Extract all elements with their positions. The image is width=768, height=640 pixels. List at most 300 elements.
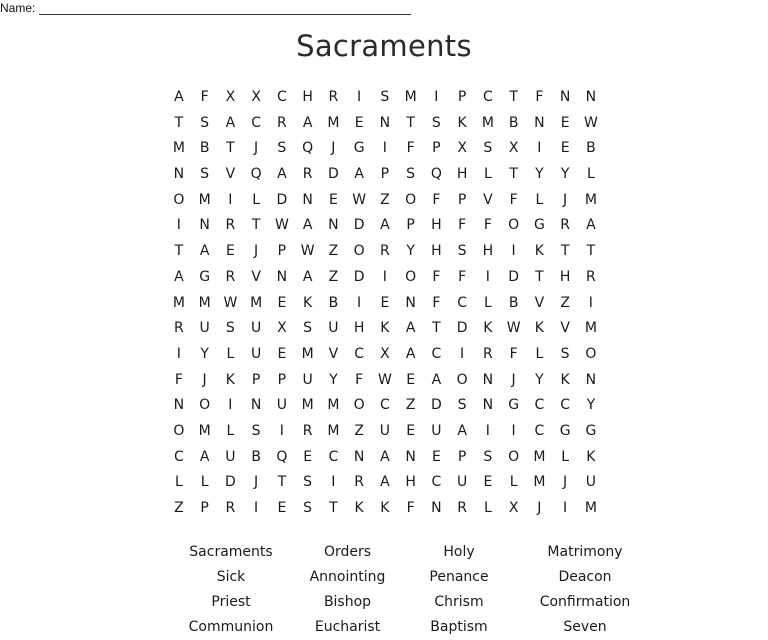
grid-letter[interactable]: H xyxy=(559,268,571,285)
grid-letter[interactable]: A xyxy=(354,166,364,183)
grid-letter[interactable]: T xyxy=(432,320,441,337)
grid-letter[interactable]: M xyxy=(327,422,340,439)
grid-letter[interactable]: O xyxy=(353,397,365,414)
grid-letter[interactable]: Q xyxy=(276,448,288,465)
grid-letter[interactable]: M xyxy=(198,191,211,208)
grid-letter[interactable]: G xyxy=(533,217,545,234)
grid-letter[interactable]: A xyxy=(405,320,416,337)
grid-letter[interactable]: S xyxy=(200,166,210,183)
grid-letter[interactable]: O xyxy=(199,397,211,414)
grid-letter[interactable]: C xyxy=(379,397,390,414)
grid-letter[interactable]: K xyxy=(457,114,467,131)
grid-letter[interactable]: C xyxy=(173,448,184,465)
grid-letter[interactable]: R xyxy=(560,217,570,234)
grid-letter[interactable]: I xyxy=(382,268,387,285)
grid-letter[interactable]: M xyxy=(327,114,340,131)
grid-letter[interactable]: O xyxy=(405,191,417,208)
grid-letter[interactable]: N xyxy=(353,448,365,465)
grid-letter[interactable]: E xyxy=(277,345,287,362)
grid-letter[interactable]: I xyxy=(331,474,336,491)
grid-letter[interactable]: D xyxy=(353,268,365,285)
grid-letter[interactable]: X xyxy=(277,320,287,337)
grid-letter[interactable]: K xyxy=(534,320,544,337)
grid-letter[interactable]: X xyxy=(380,345,390,362)
grid-letter[interactable]: A xyxy=(380,217,390,234)
grid-letter[interactable]: M xyxy=(327,397,340,414)
grid-letter[interactable]: M xyxy=(172,140,185,157)
grid-letter[interactable]: T xyxy=(251,217,261,234)
grid-letter[interactable]: T xyxy=(586,243,596,260)
grid-letter[interactable]: E xyxy=(328,191,338,208)
grid-letter[interactable]: K xyxy=(354,500,364,516)
grid-letter[interactable]: Z xyxy=(354,422,364,439)
grid-letter[interactable]: O xyxy=(456,371,468,388)
grid-letter[interactable]: M xyxy=(584,191,597,208)
grid-letter[interactable]: R xyxy=(302,422,313,439)
grid-letter[interactable]: I xyxy=(382,140,387,157)
grid-letter[interactable]: I xyxy=(357,294,362,311)
grid-letter[interactable]: X xyxy=(251,89,261,105)
grid-letter[interactable]: I xyxy=(485,422,490,439)
grid-letter[interactable]: N xyxy=(534,114,545,131)
grid-letter[interactable]: P xyxy=(380,166,390,183)
grid-letter[interactable]: S xyxy=(483,140,493,157)
grid-letter[interactable]: T xyxy=(509,166,518,183)
grid-letter[interactable]: A xyxy=(225,114,236,131)
name-field[interactable] xyxy=(0,1,411,15)
grid-letter[interactable]: D xyxy=(456,320,468,337)
grid-letter[interactable]: X xyxy=(225,89,236,105)
grid-letter[interactable]: Q xyxy=(250,166,262,183)
grid-letter[interactable]: N xyxy=(482,371,494,388)
grid-letter[interactable]: C xyxy=(431,345,442,362)
grid-letter[interactable]: M xyxy=(301,345,314,362)
grid-letter[interactable]: G xyxy=(585,422,597,439)
grid-letter[interactable]: T xyxy=(406,114,415,131)
grid-letter[interactable]: F xyxy=(432,294,441,311)
grid-letter[interactable]: K xyxy=(225,371,235,388)
grid-letter[interactable]: S xyxy=(200,114,210,131)
grid-letter[interactable]: A xyxy=(302,217,313,234)
grid-letter[interactable]: M xyxy=(481,114,494,131)
grid-letter[interactable]: V xyxy=(328,345,339,362)
grid-letter[interactable]: C xyxy=(276,89,287,105)
grid-letter[interactable]: H xyxy=(431,217,442,234)
grid-letter[interactable]: A xyxy=(277,166,287,183)
grid-letter[interactable]: B xyxy=(586,140,596,157)
grid-letter[interactable]: N xyxy=(328,217,339,234)
grid-letter[interactable]: T xyxy=(174,114,184,131)
grid-letter[interactable]: X xyxy=(457,140,467,157)
grid-letter[interactable]: F xyxy=(509,191,518,208)
grid-letter[interactable]: K xyxy=(534,243,544,260)
grid-letter[interactable]: F xyxy=(174,371,183,388)
grid-letter[interactable]: U xyxy=(302,371,313,388)
grid-letter[interactable]: N xyxy=(482,397,494,414)
grid-letter[interactable]: J xyxy=(254,140,259,157)
grid-letter[interactable]: P xyxy=(277,371,287,388)
grid-letter[interactable]: P xyxy=(251,371,261,388)
grid-letter[interactable]: P xyxy=(277,243,287,260)
grid-letter[interactable]: C xyxy=(534,397,545,414)
grid-letter[interactable]: U xyxy=(276,397,287,414)
grid-letter[interactable]: S xyxy=(277,140,287,157)
grid-letter[interactable]: F xyxy=(458,268,467,285)
grid-letter[interactable]: N xyxy=(559,89,571,105)
grid-letter[interactable]: V xyxy=(534,294,545,311)
grid-letter[interactable]: N xyxy=(405,448,416,465)
grid-letter[interactable]: J xyxy=(563,474,568,491)
grid-letter[interactable]: A xyxy=(199,243,210,260)
grid-letter[interactable]: H xyxy=(431,243,442,260)
grid-letter[interactable]: L xyxy=(483,500,492,516)
grid-letter[interactable]: Y xyxy=(586,397,596,414)
word-bank-item: Sick xyxy=(216,569,246,585)
grid-letter[interactable]: L xyxy=(483,294,492,311)
grid-letter[interactable]: M xyxy=(172,294,185,311)
grid-letter[interactable]: B xyxy=(508,294,519,311)
grid-letter[interactable]: T xyxy=(277,474,287,491)
grid-letter[interactable]: M xyxy=(533,474,546,491)
grid-letter[interactable]: P xyxy=(457,89,467,105)
grid-letter[interactable]: N xyxy=(302,191,313,208)
word-bank-item: Eucharist xyxy=(314,619,381,635)
grid-letter[interactable]: A xyxy=(174,89,184,105)
letter-grid xyxy=(166,85,604,522)
grid-letter[interactable]: Y xyxy=(560,166,570,183)
grid-letter[interactable]: A xyxy=(380,448,390,465)
grid-letter[interactable]: H xyxy=(456,166,468,183)
grid-letter[interactable]: S xyxy=(457,243,467,260)
grid-letter[interactable]: A xyxy=(405,345,416,362)
grid-letter[interactable]: L xyxy=(483,166,492,183)
grid-letter[interactable]: S xyxy=(380,89,390,105)
grid-letter[interactable]: N xyxy=(585,89,597,105)
grid-letter[interactable]: A xyxy=(431,371,442,388)
grid-letter[interactable]: F xyxy=(535,89,544,105)
grid-letter[interactable]: T xyxy=(560,243,570,260)
grid-letter[interactable]: S xyxy=(457,397,467,414)
grid-letter[interactable]: W xyxy=(223,294,238,311)
grid-letter[interactable]: C xyxy=(328,448,339,465)
grid-letter[interactable]: Y xyxy=(535,166,544,183)
grid-letter[interactable]: D xyxy=(327,166,339,183)
grid-letter[interactable]: U xyxy=(379,422,390,439)
grid-letter[interactable]: R xyxy=(277,114,287,131)
grid-letter[interactable]: R xyxy=(302,166,313,183)
grid-letter[interactable]: I xyxy=(588,294,593,311)
grid-letter[interactable]: R xyxy=(483,345,493,362)
grid-letter[interactable]: K xyxy=(483,320,493,337)
grid-letter[interactable]: G xyxy=(559,422,571,439)
grid-letter[interactable]: S xyxy=(431,114,441,131)
grid-letter[interactable]: I xyxy=(511,422,516,439)
grid-letter[interactable]: O xyxy=(585,345,597,362)
grid-letter[interactable]: G xyxy=(199,268,211,285)
grid-letter[interactable]: N xyxy=(173,166,185,183)
grid-letter[interactable]: H xyxy=(353,320,365,337)
grid-letter[interactable]: L xyxy=(586,166,595,183)
grid-letter[interactable]: A xyxy=(457,422,467,439)
grid-letter[interactable]: I xyxy=(511,243,516,260)
grid-letter[interactable]: E xyxy=(560,140,570,157)
grid-letter[interactable]: I xyxy=(279,422,284,439)
grid-letter[interactable]: L xyxy=(200,474,209,491)
grid-letter[interactable]: E xyxy=(431,448,441,465)
grid-letter[interactable]: L xyxy=(561,448,570,465)
grid-letter[interactable]: M xyxy=(584,500,597,516)
grid-letter[interactable]: R xyxy=(225,500,236,516)
grid-letter[interactable]: E xyxy=(277,294,287,311)
grid-letter[interactable]: N xyxy=(585,371,597,388)
grid-letter[interactable]: C xyxy=(534,422,545,439)
grid-letter[interactable]: P xyxy=(432,140,441,157)
grid-letter[interactable]: M xyxy=(533,448,546,465)
grid-letter[interactable]: P xyxy=(457,191,467,208)
grid-letter[interactable]: L xyxy=(535,191,544,208)
grid-letter[interactable]: R xyxy=(225,268,236,285)
grid-letter[interactable]: E xyxy=(303,448,313,465)
grid-letter[interactable]: J xyxy=(254,243,259,260)
word-bank-item: Baptism xyxy=(430,619,488,635)
grid-letter[interactable]: Z xyxy=(328,268,339,285)
word-bank-item: Priest xyxy=(211,594,251,610)
word-bank-item: Communion xyxy=(188,619,274,635)
grid-letter[interactable]: N xyxy=(379,114,391,131)
grid-letter[interactable]: S xyxy=(406,166,416,183)
grid-letter[interactable]: D xyxy=(430,397,442,414)
grid-letter[interactable]: T xyxy=(174,243,184,260)
grid-letter[interactable]: F xyxy=(483,217,492,234)
word-bank-item: Seven xyxy=(563,619,607,635)
grid-letter[interactable]: U xyxy=(199,320,210,337)
grid-letter[interactable]: F xyxy=(406,140,415,157)
grid-letter[interactable]: D xyxy=(276,191,288,208)
grid-letter[interactable]: P xyxy=(457,448,467,465)
grid-letter[interactable]: I xyxy=(228,397,233,414)
grid-letter[interactable]: A xyxy=(302,268,313,285)
grid-letter[interactable]: M xyxy=(584,320,597,337)
grid-letter[interactable]: K xyxy=(380,500,390,516)
grid-letter[interactable]: A xyxy=(302,114,313,131)
grid-letter[interactable]: Y xyxy=(200,345,209,362)
grid-letter[interactable]: V xyxy=(225,166,236,183)
grid-letter[interactable]: X xyxy=(508,140,519,157)
grid-letter[interactable]: Z xyxy=(560,294,570,311)
grid-letter[interactable]: V xyxy=(560,320,570,337)
grid-letter[interactable]: J xyxy=(202,371,207,388)
word-bank-item: Orders xyxy=(323,544,372,560)
grid-letter[interactable]: F xyxy=(432,268,441,285)
grid-letter[interactable]: I xyxy=(254,500,259,516)
grid-letter[interactable]: K xyxy=(303,294,313,311)
grid-letter[interactable]: R xyxy=(586,268,596,285)
grid-letter[interactable]: D xyxy=(224,474,236,491)
grid-letter[interactable]: W xyxy=(377,371,392,388)
grid-letter[interactable]: I xyxy=(228,191,233,208)
grid-letter[interactable]: R xyxy=(174,320,184,337)
grid-letter[interactable]: E xyxy=(406,371,416,388)
grid-letter[interactable]: W xyxy=(352,191,367,208)
grid-letter[interactable]: O xyxy=(508,448,520,465)
grid-letter[interactable]: N xyxy=(276,268,288,285)
grid-letter[interactable]: U xyxy=(585,474,596,491)
name-underline[interactable] xyxy=(39,2,411,15)
grid-letter[interactable]: G xyxy=(353,140,365,157)
grid-letter[interactable]: Z xyxy=(174,500,184,516)
grid-letter[interactable]: F xyxy=(406,500,415,516)
grid-letter[interactable]: E xyxy=(483,474,493,491)
grid-letter[interactable]: H xyxy=(405,474,416,491)
grid-letter[interactable]: N xyxy=(431,500,442,516)
grid-letter[interactable]: Z xyxy=(328,243,339,260)
grid-letter[interactable]: D xyxy=(508,268,520,285)
grid-letter[interactable]: O xyxy=(508,217,520,234)
grid-letter[interactable]: K xyxy=(586,448,596,465)
grid-letter[interactable]: J xyxy=(254,474,259,491)
grid-letter[interactable]: C xyxy=(457,294,468,311)
grid-letter[interactable]: O xyxy=(405,268,417,285)
grid-letter[interactable]: Y xyxy=(535,371,544,388)
grid-letter[interactable]: E xyxy=(354,114,364,131)
grid-letter[interactable]: R xyxy=(457,500,467,516)
grid-letter[interactable]: B xyxy=(508,114,519,131)
grid-letter[interactable]: F xyxy=(458,217,467,234)
grid-letter[interactable]: M xyxy=(198,294,211,311)
grid-letter[interactable]: C xyxy=(354,345,365,362)
grid-letter[interactable]: C xyxy=(482,89,493,105)
grid-letter[interactable]: I xyxy=(434,89,439,105)
grid-letter[interactable]: I xyxy=(176,217,181,234)
grid-letter[interactable]: K xyxy=(380,320,390,337)
grid-letter[interactable]: S xyxy=(560,345,570,362)
grid-letter[interactable]: Z xyxy=(380,191,390,208)
grid-letter[interactable]: J xyxy=(331,140,336,157)
grid-letter[interactable]: U xyxy=(225,448,236,465)
grid-letter[interactable]: G xyxy=(508,397,520,414)
grid-letter[interactable]: S xyxy=(303,474,313,491)
grid-letter[interactable]: J xyxy=(511,371,516,388)
grid-letter[interactable]: C xyxy=(431,474,442,491)
grid-letter[interactable]: E xyxy=(225,243,235,260)
grid-letter[interactable]: W xyxy=(583,114,598,131)
grid-letter[interactable]: P xyxy=(200,500,209,516)
grid-letter[interactable]: C xyxy=(251,114,262,131)
grid-letter[interactable]: K xyxy=(560,371,570,388)
grid-letter[interactable]: Q xyxy=(430,166,442,183)
grid-letter[interactable]: H xyxy=(482,243,494,260)
grid-letter[interactable]: J xyxy=(563,191,568,208)
grid-letter[interactable]: F xyxy=(432,191,441,208)
grid-letter[interactable]: L xyxy=(226,345,235,362)
grid-letter[interactable]: R xyxy=(354,474,364,491)
grid-letter[interactable]: R xyxy=(328,89,339,105)
grid-letter[interactable]: E xyxy=(406,422,416,439)
grid-letter[interactable]: B xyxy=(328,294,339,311)
grid-letter[interactable]: O xyxy=(353,243,365,260)
grid-letter[interactable]: F xyxy=(200,89,209,105)
grid-letter[interactable]: L xyxy=(226,422,235,439)
grid-letter[interactable]: T xyxy=(329,500,338,516)
grid-letter[interactable]: U xyxy=(457,474,468,491)
grid-letter[interactable]: U xyxy=(328,320,339,337)
grid-letter[interactable]: O xyxy=(173,191,185,208)
grid-letter[interactable]: I xyxy=(176,345,181,362)
grid-letter[interactable]: F xyxy=(509,345,518,362)
grid-letter[interactable]: C xyxy=(560,397,571,414)
grid-letter[interactable]: S xyxy=(251,422,261,439)
grid-letter[interactable]: T xyxy=(535,268,544,285)
grid-letter[interactable]: M xyxy=(404,89,417,105)
grid-letter[interactable]: U xyxy=(251,345,262,362)
grid-letter[interactable]: S xyxy=(225,320,235,337)
grid-letter[interactable]: W xyxy=(506,320,521,337)
grid-letter[interactable]: O xyxy=(173,422,185,439)
grid-letter[interactable]: I xyxy=(537,140,542,157)
grid-letter[interactable]: L xyxy=(252,191,261,208)
grid-letter[interactable]: Y xyxy=(406,243,415,260)
grid-letter[interactable]: B xyxy=(251,448,261,465)
grid-letter[interactable]: Y xyxy=(329,371,338,388)
grid-letter[interactable]: F xyxy=(355,371,364,388)
grid-letter[interactable]: N xyxy=(250,397,262,414)
grid-letter[interactable]: S xyxy=(483,448,493,465)
grid-letter[interactable]: Z xyxy=(405,397,416,414)
grid-letter[interactable]: L xyxy=(509,474,518,491)
grid-letter[interactable]: M xyxy=(250,294,263,311)
word-bank-item: Chrism xyxy=(434,594,484,610)
grid-letter[interactable]: H xyxy=(302,89,313,105)
grid-letter[interactable]: I xyxy=(485,268,490,285)
grid-letter[interactable]: T xyxy=(226,140,235,157)
grid-letter[interactable]: Q xyxy=(302,140,314,157)
grid-letter[interactable]: I xyxy=(460,345,465,362)
grid-letter[interactable]: J xyxy=(537,500,542,516)
grid-letter[interactable]: E xyxy=(277,500,287,516)
grid-letter[interactable]: I xyxy=(357,89,362,105)
grid-letter[interactable]: V xyxy=(251,268,261,285)
grid-letter[interactable]: X xyxy=(508,500,519,516)
grid-letter[interactable]: A xyxy=(380,474,390,491)
grid-letter[interactable]: S xyxy=(303,320,313,337)
grid-letter[interactable]: A xyxy=(199,448,210,465)
grid-letter[interactable]: V xyxy=(483,191,493,208)
grid-letter[interactable]: T xyxy=(509,89,518,105)
grid-letter[interactable]: B xyxy=(199,140,210,157)
grid-letter[interactable]: I xyxy=(563,500,568,516)
grid-letter[interactable]: W xyxy=(274,217,289,234)
grid-letter[interactable]: E xyxy=(380,294,390,311)
grid-letter[interactable]: L xyxy=(174,474,183,491)
grid-letter[interactable]: U xyxy=(251,320,262,337)
grid-letter[interactable]: L xyxy=(535,345,544,362)
grid-letter[interactable]: N xyxy=(199,217,210,234)
grid-letter[interactable]: W xyxy=(300,243,315,260)
grid-letter[interactable]: U xyxy=(431,422,442,439)
grid-letter[interactable]: M xyxy=(301,397,314,414)
grid-letter[interactable]: N xyxy=(173,397,185,414)
grid-letter[interactable]: M xyxy=(198,422,211,439)
grid-letter[interactable]: R xyxy=(225,217,236,234)
grid-letter[interactable]: P xyxy=(406,217,415,234)
grid-letter[interactable]: A xyxy=(174,268,184,285)
grid-letter[interactable]: N xyxy=(405,294,416,311)
grid-letter[interactable]: R xyxy=(380,243,390,260)
grid-letter[interactable]: S xyxy=(303,500,313,516)
grid-letter[interactable]: A xyxy=(586,217,596,234)
grid-letter[interactable]: D xyxy=(353,217,365,234)
grid-letter[interactable]: E xyxy=(560,114,570,131)
